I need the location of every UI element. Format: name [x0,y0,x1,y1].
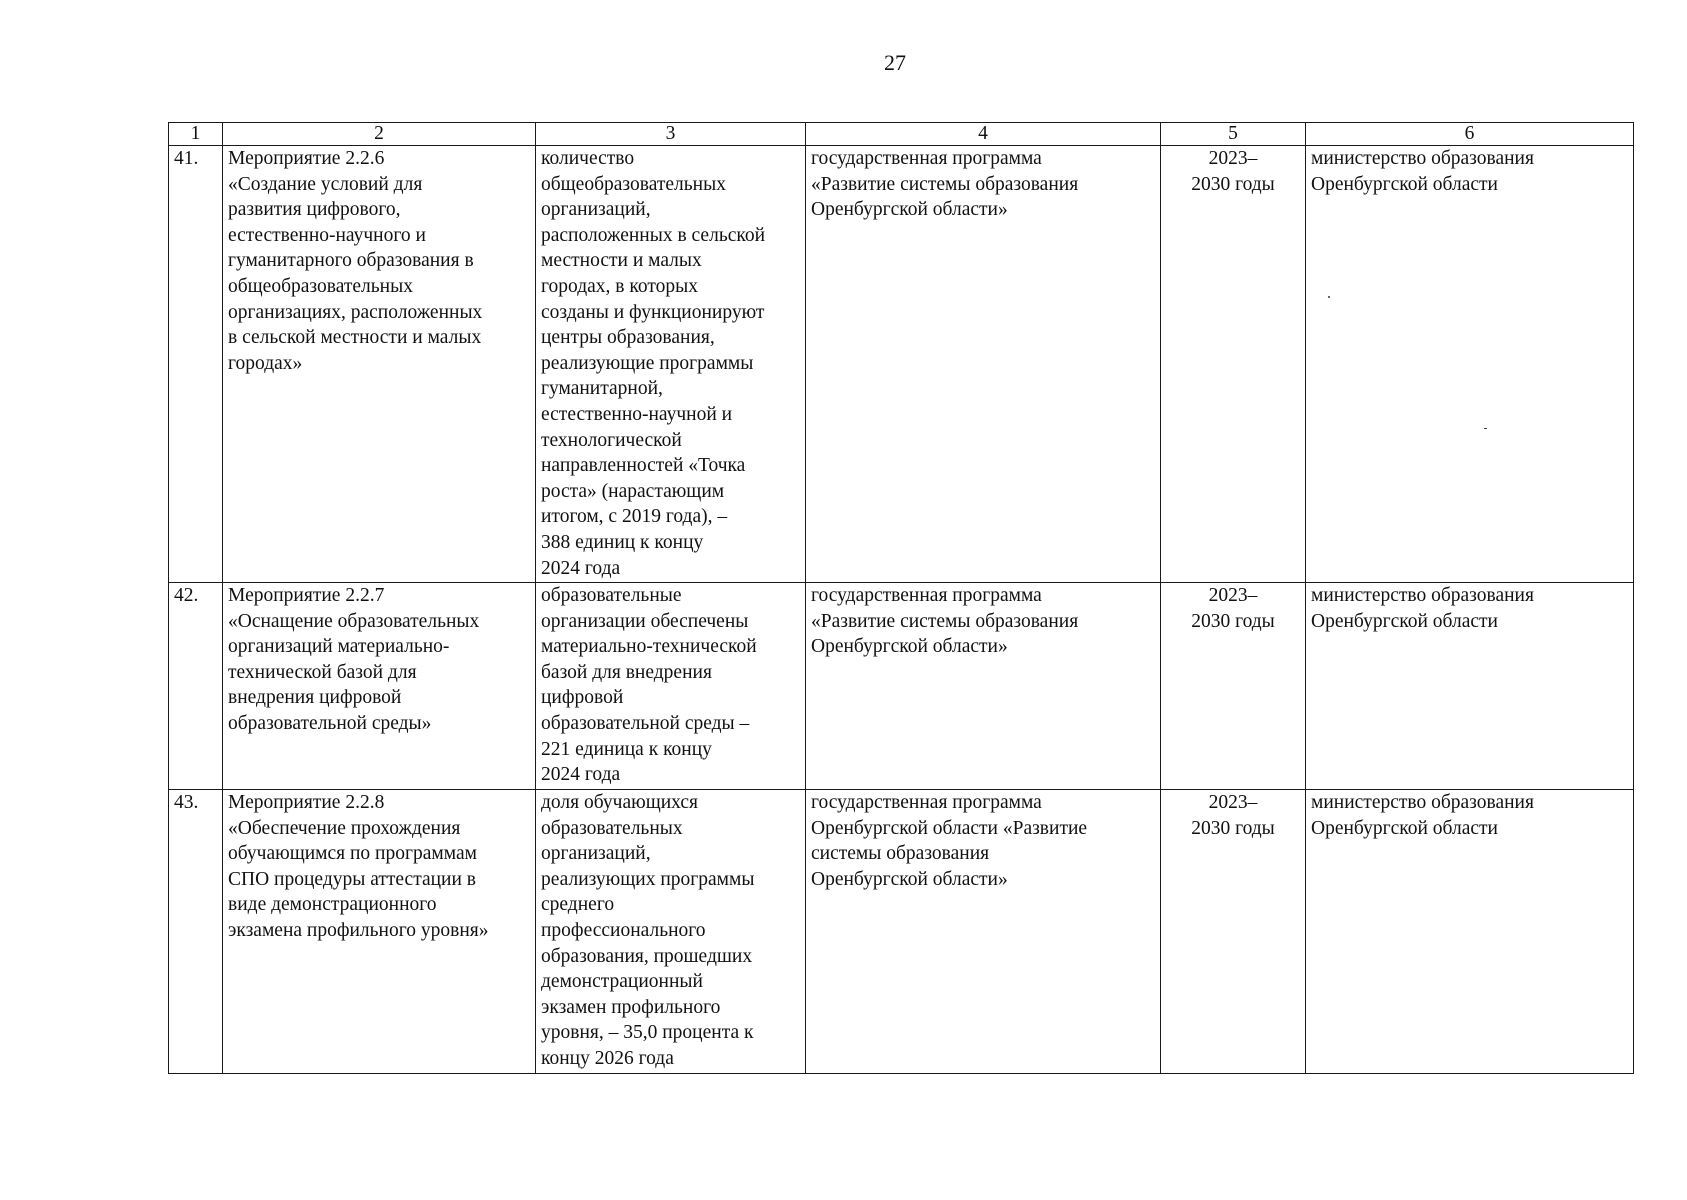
table-row [169,583,1634,790]
scan-speck [1328,296,1330,298]
row-number: 43. [169,790,223,1074]
indicator-cell: образовательные организации обеспечены материально-технической базой для внедрения цифровой образовательной среды – 221 единица к концу 2024 года [536,583,806,790]
program-cell: государственная программа «Развитие системы образования Оренбургской области» [806,583,1161,790]
program-cell: государственная программа «Развитие системы образования Оренбургской области» [806,146,1161,583]
indicator-cell: доля обучающихся образовательных организаций, реализующих программы среднего профессионального образования, прошедших демонстрационный экзамен профильного уровня, – 35,0 процента к концу 2026 года [536,790,806,1074]
header-col-5: 5 [1161,123,1306,146]
header-row [169,123,1634,146]
indicator-cell: количество общеобразовательных организаций, расположенных в сельской местности и малых городах, в которых созданы и функционируют центры образования, реализующие программы гуманитарной, естественно-научной и технологической направленностей «Точка роста» (нарастающим итогом, с 2019 года), – 388 единиц к концу 2024 года [536,146,806,583]
table-row [169,790,1634,1074]
header-col-2: 2 [223,123,536,146]
activity-cell: Мероприятие 2.2.7 «Оснащение образовательных организаций материально- технической базой для внедрения цифровой образовательной среды» [223,583,536,790]
row-number: 42. [169,583,223,790]
period-cell: 2023– 2030 годы [1161,583,1306,790]
header-col-1: 1 [169,123,223,146]
page-number: 27 [884,50,906,75]
executor-cell: министерство образования Оренбургской области [1306,146,1634,583]
header-col-4: 4 [806,123,1161,146]
header-col-3: 3 [536,123,806,146]
scan-speck [1484,428,1487,429]
activity-cell: Мероприятие 2.2.8 «Обеспечение прохождения обучающимся по программам СПО процедуры аттестации в виде демонстрационного экзамена профильного уровня» [223,790,536,1074]
period-cell: 2023– 2030 годы [1161,790,1306,1074]
period-cell: 2023– 2030 годы [1161,146,1306,583]
measures-table [168,122,1634,1074]
executor-cell: министерство образования Оренбургской области [1306,790,1634,1074]
program-cell: государственная программа Оренбургской области «Развитие системы образования Оренбургской области» [806,790,1161,1074]
header-col-6: 6 [1306,123,1634,146]
row-number: 41. [169,146,223,583]
activity-cell: Мероприятие 2.2.6 «Создание условий для развития цифрового, естественно-научного и гуманитарного образования в общеобразовательных организациях, расположенных в сельской местности и малых городах» [223,146,536,583]
executor-cell: министерство образования Оренбургской области [1306,583,1634,790]
table-row [169,146,1634,583]
